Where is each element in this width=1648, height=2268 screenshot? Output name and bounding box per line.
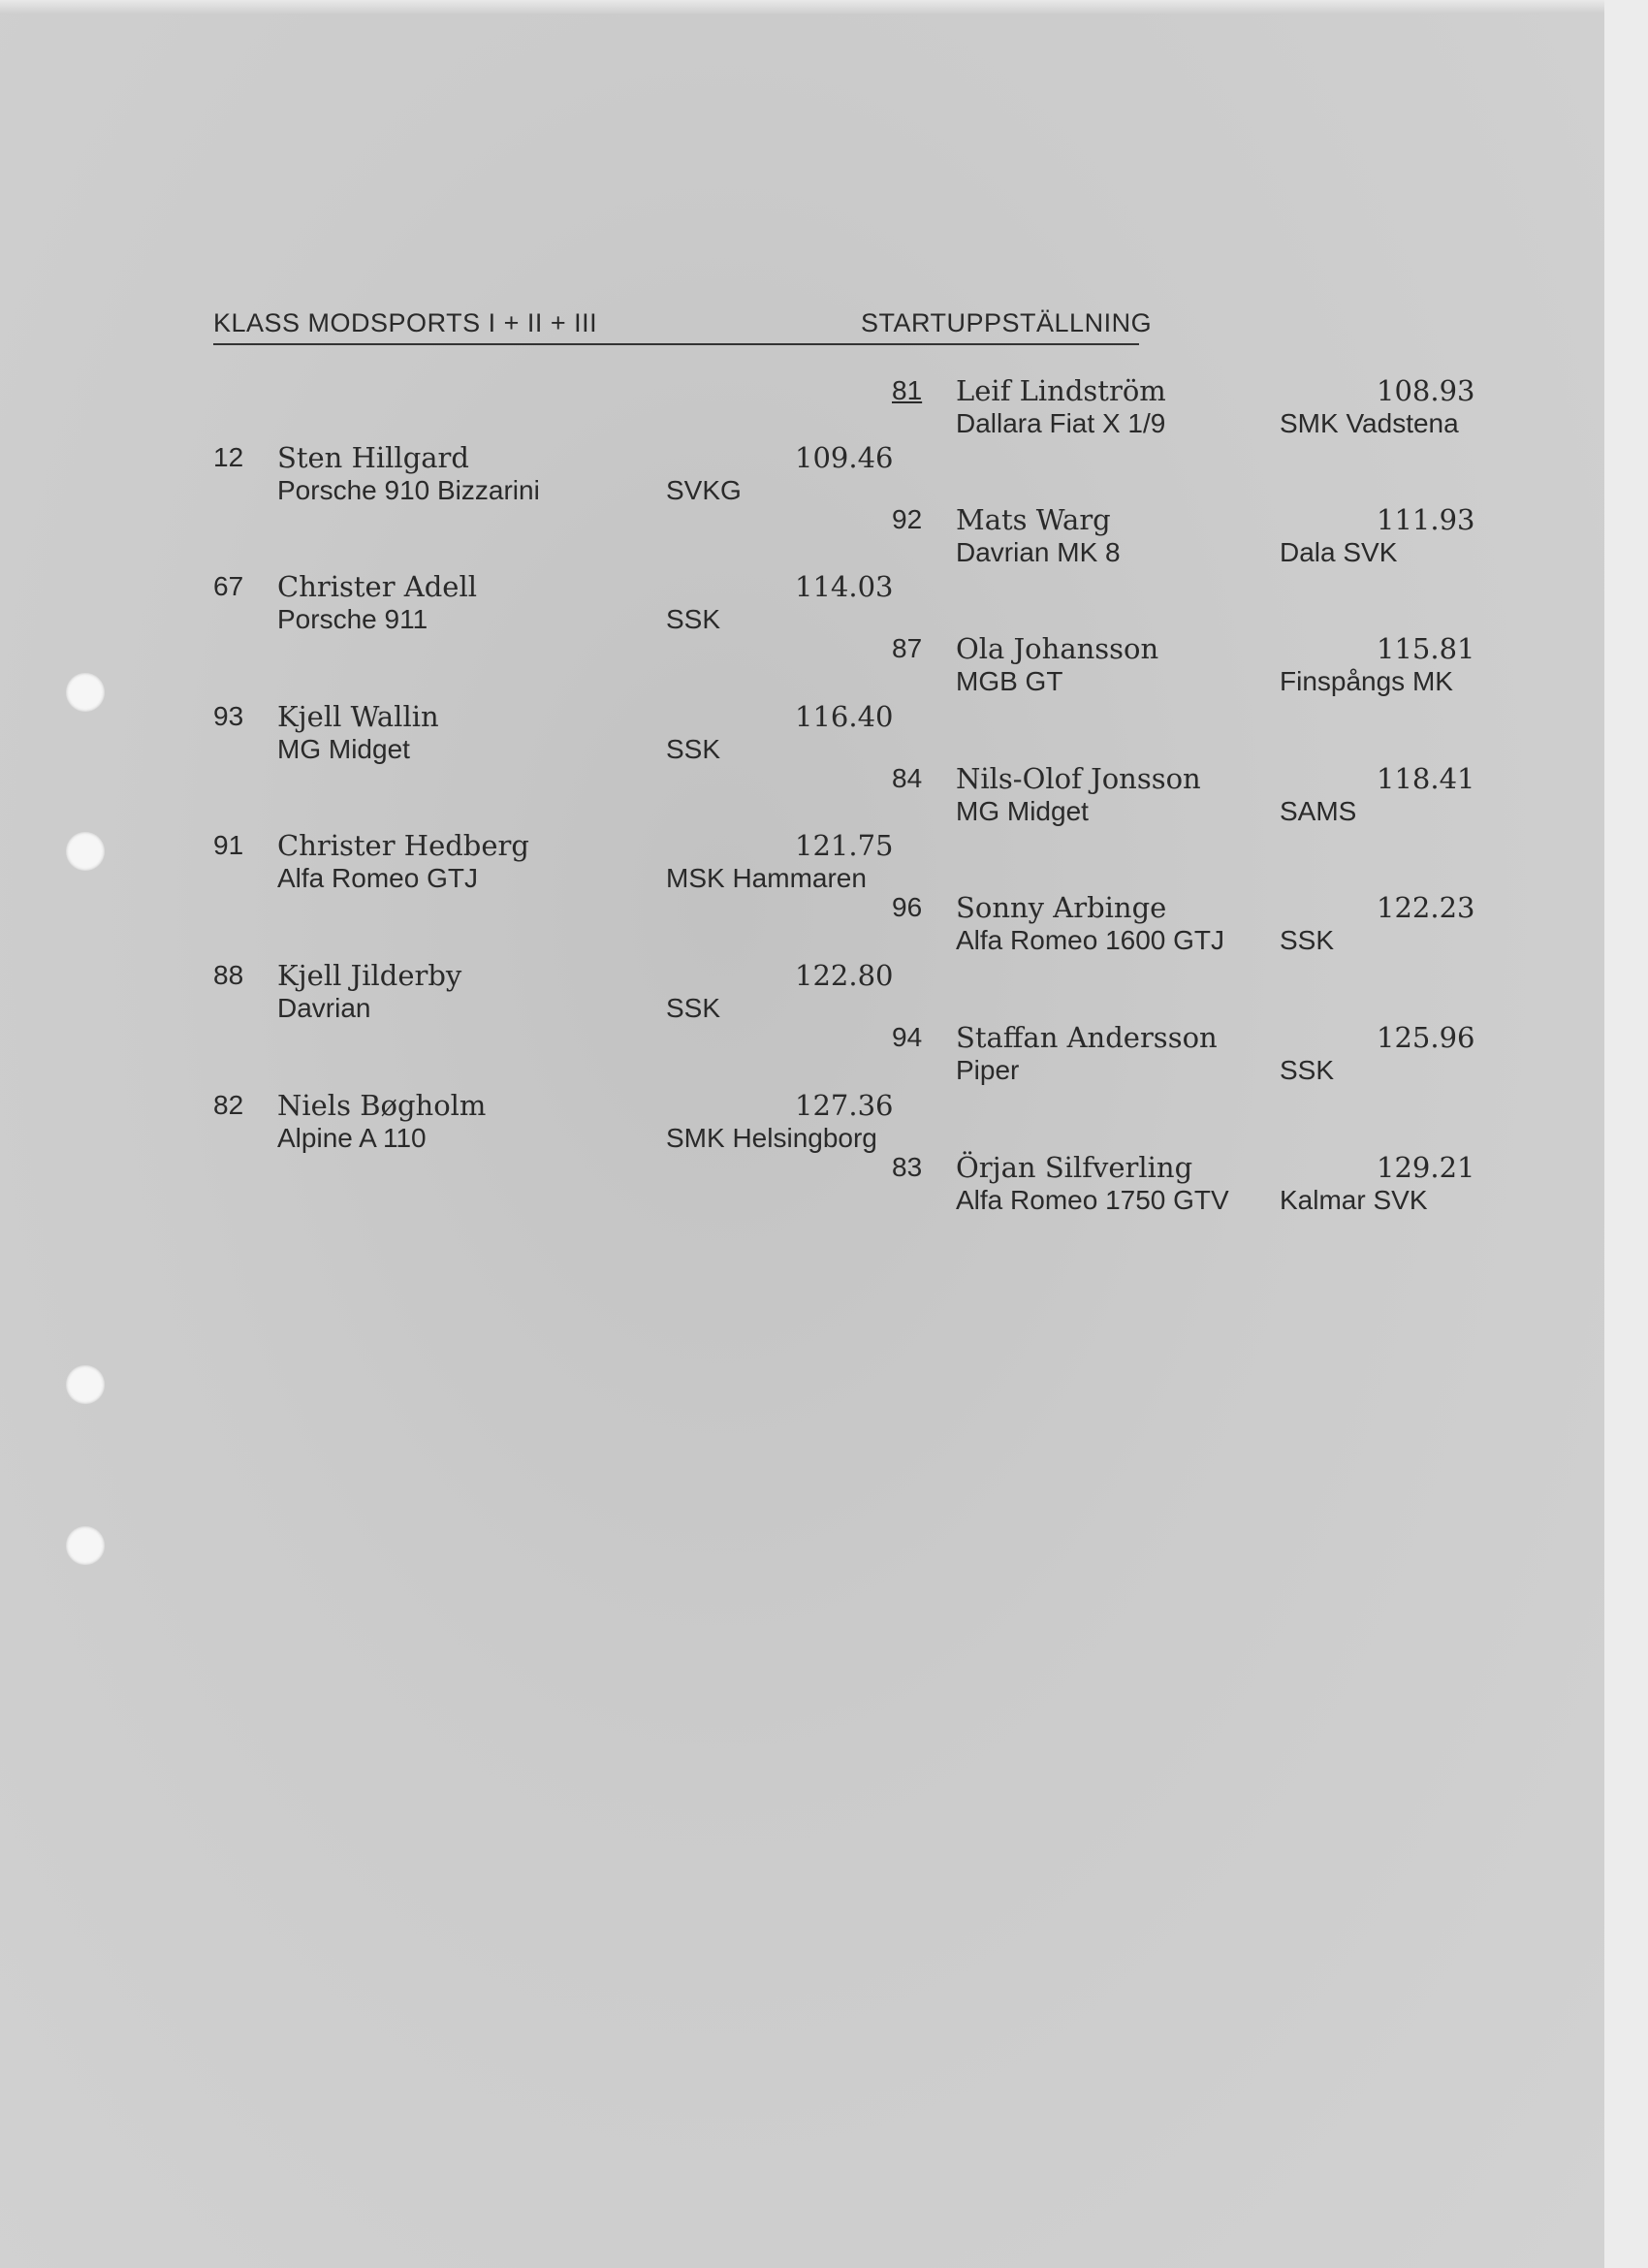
car-model: MG Midget — [956, 796, 1089, 826]
car-model: MG Midget — [277, 734, 410, 764]
qualifying-time: 114.03 — [795, 570, 894, 603]
punch-hole — [66, 1526, 105, 1565]
start-number: 12 — [213, 442, 244, 472]
driver-name: Mats Warg — [956, 503, 1111, 536]
club-name: SSK — [666, 734, 721, 764]
car-model: Alfa Romeo 1600 GTJ — [956, 925, 1225, 955]
start-number: 91 — [213, 830, 244, 860]
start-number: 96 — [892, 892, 923, 922]
driver-name: Kjell Wallin — [277, 700, 439, 733]
qualifying-time: 111.93 — [1377, 503, 1475, 536]
page-header — [213, 308, 1153, 345]
driver-name: Ola Johansson — [956, 632, 1159, 665]
club-name: SSK — [666, 604, 721, 634]
qualifying-time: 129.21 — [1377, 1151, 1475, 1184]
list-title: STARTUPPSTÄLLNING — [861, 308, 1153, 337]
start-number: 92 — [892, 504, 923, 534]
driver-name: Nils-Olof Jonsson — [956, 762, 1201, 795]
qualifying-time: 108.93 — [1377, 374, 1475, 407]
qualifying-time: 116.40 — [795, 700, 894, 733]
club-name: SMK Vadstena — [1280, 408, 1459, 438]
punch-hole — [66, 673, 105, 712]
qualifying-time: 122.23 — [1377, 891, 1475, 924]
qualifying-time: 109.46 — [795, 441, 894, 474]
start-number: 81 — [892, 375, 923, 405]
start-number: 87 — [892, 633, 923, 663]
car-model: Davrian MK 8 — [956, 537, 1121, 567]
punch-hole — [66, 832, 105, 871]
start-number: 93 — [213, 701, 244, 731]
car-model: Porsche 910 Bizzarini — [277, 475, 540, 505]
qualifying-time: 118.41 — [1377, 762, 1475, 795]
driver-name: Kjell Jilderby — [277, 959, 462, 992]
qualifying-time: 127.36 — [795, 1089, 894, 1122]
start-number: 67 — [213, 571, 244, 601]
club-name: Kalmar SVK — [1280, 1185, 1428, 1215]
club-name: SMK Helsingborg — [666, 1123, 877, 1153]
start-number: 83 — [892, 1152, 923, 1182]
qualifying-time: 125.96 — [1377, 1021, 1475, 1054]
club-name: SAMS — [1280, 796, 1357, 826]
qualifying-time: 121.75 — [795, 829, 894, 862]
club-name: MSK Hammaren — [666, 863, 867, 893]
class-title: KLASS MODSPORTS I + II + III — [213, 308, 598, 337]
qualifying-time: 115.81 — [1377, 632, 1475, 665]
club-name: Dala SVK — [1280, 537, 1398, 567]
paper-top-edge — [0, 0, 1604, 14]
car-model: Piper — [956, 1055, 1020, 1085]
driver-name: Staffan Andersson — [956, 1021, 1218, 1054]
club-name: SSK — [1280, 925, 1335, 955]
driver-name: Niels Bøgholm — [277, 1089, 487, 1122]
start-number: 88 — [213, 960, 244, 990]
club-name: Finspångs MK — [1280, 666, 1453, 696]
driver-name: Sten Hillgard — [277, 441, 469, 474]
start-number: 84 — [892, 763, 923, 793]
club-name: SVKG — [666, 475, 742, 505]
driver-name: Christer Adell — [277, 570, 478, 603]
paper-right-edge — [1604, 0, 1648, 2268]
car-model: Porsche 911 — [277, 604, 428, 634]
punch-hole — [66, 1365, 105, 1404]
qualifying-time: 122.80 — [795, 959, 894, 992]
driver-name: Christer Hedberg — [277, 829, 529, 862]
driver-name: Örjan Silfverling — [956, 1151, 1193, 1184]
club-name: SSK — [666, 993, 721, 1023]
car-model: MGB GT — [956, 666, 1063, 696]
driver-name: Sonny Arbinge — [956, 891, 1167, 924]
car-model: Davrian — [277, 993, 371, 1023]
car-model: Alfa Romeo 1750 GTV — [956, 1185, 1229, 1215]
start-number: 94 — [892, 1022, 923, 1052]
car-model: Alfa Romeo GTJ — [277, 863, 478, 893]
club-name: SSK — [1280, 1055, 1335, 1085]
car-model: Alpine A 110 — [277, 1123, 427, 1153]
start-number: 82 — [213, 1090, 244, 1120]
driver-name: Leif Lindström — [956, 374, 1166, 407]
car-model: Dallara Fiat X 1/9 — [956, 408, 1166, 438]
